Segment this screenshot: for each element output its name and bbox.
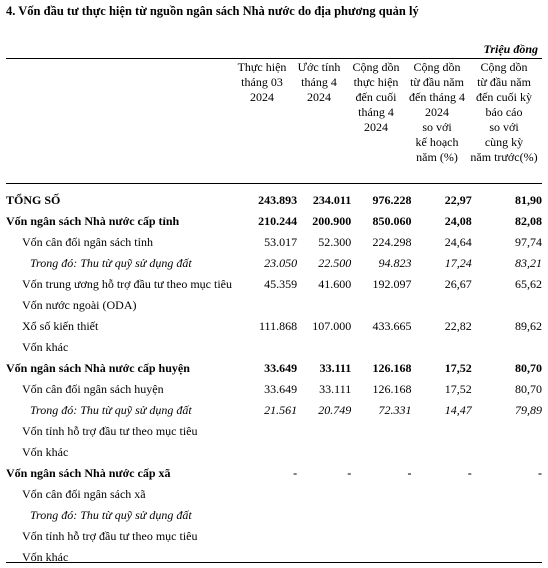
cell-value: [351, 484, 411, 505]
cell-value: 65,62: [515, 277, 542, 291]
table-bottom-rule: [6, 562, 542, 563]
cell-value: [472, 526, 542, 547]
cell-value: [297, 442, 351, 463]
table-row: [6, 190, 542, 211]
cell-value: [472, 337, 542, 358]
cell-value: [229, 337, 297, 358]
table-row: [6, 295, 542, 316]
table-title: 4. Vốn đầu tư thực hiện từ nguồn ngân sách Nhà nước do địa phương quản lý: [6, 4, 419, 18]
table-row: [6, 358, 542, 379]
row-label: Vốn ngân sách Nhà nước cấp xã: [6, 466, 171, 480]
cell-value: [411, 295, 471, 316]
cell-value: 53.017: [264, 235, 298, 249]
cell-value: [229, 442, 297, 463]
col-header-4: Cộng dồn từ đầu năm đến tháng 4 2024 so với kế hoạch năm (%): [409, 60, 465, 164]
cell-value: [411, 547, 471, 568]
col-header-1: Thực hiện tháng 03 2024: [237, 60, 287, 104]
cell-value: 192.097: [372, 277, 412, 291]
cell-value: 111.868: [258, 319, 298, 333]
cell-value: [351, 295, 411, 316]
cell-value: [472, 505, 542, 526]
cell-value: [472, 421, 542, 442]
cell-value: 80,70: [515, 361, 542, 375]
cell-value: 82,08: [515, 214, 542, 228]
table-row: [6, 526, 542, 547]
cell-value: 126.168: [372, 382, 412, 396]
cell-value: [297, 547, 351, 568]
cell-value: [229, 547, 297, 568]
cell-value: [297, 526, 351, 547]
cell-value: 33.649: [264, 382, 298, 396]
table-row: [6, 274, 542, 295]
cell-value: [411, 484, 471, 505]
cell-value: 81,90: [515, 193, 542, 207]
cell-value: [411, 526, 471, 547]
cell-value: -: [407, 466, 412, 480]
table-row: [6, 463, 542, 484]
cell-value: 976.228: [372, 193, 412, 207]
cell-value: [351, 442, 411, 463]
cell-value: 80,70: [515, 382, 542, 396]
cell-value: 33.111: [319, 361, 352, 375]
table-row: [6, 253, 542, 274]
cell-value: 17,24: [444, 256, 472, 270]
row-label: Vốn ngân sách Nhà nước cấp huyện: [6, 361, 190, 375]
row-label: Vốn cân đối ngân sách xã: [22, 487, 146, 501]
row-label: Vốn ngân sách Nhà nước cấp tỉnh: [6, 214, 180, 228]
cell-value: [229, 421, 297, 442]
cell-value: 14,47: [444, 403, 472, 417]
cell-value: 210.244: [258, 214, 298, 228]
table-row: [6, 337, 542, 358]
cell-value: [351, 337, 411, 358]
cell-value: [411, 337, 471, 358]
cell-value: 433.665: [372, 319, 412, 333]
header-top-rule: [6, 58, 542, 59]
row-label: Vốn trung ương hỗ trợ đầu tư theo mục tiêu: [22, 277, 232, 291]
cell-value: 33.111: [319, 382, 352, 396]
row-label: Vốn nước ngoài (ODA): [22, 298, 137, 312]
cell-value: [351, 421, 411, 442]
cell-value: 24,08: [444, 214, 472, 228]
cell-value: 52.300: [318, 235, 352, 249]
cell-value: 79,89: [515, 403, 542, 417]
cell-value: -: [538, 466, 542, 480]
cell-value: 94.823: [378, 256, 412, 270]
cell-value: [297, 295, 351, 316]
cell-value: [229, 505, 297, 526]
cell-value: 126.168: [372, 361, 412, 375]
unit-label: Triệu đồng: [483, 42, 538, 56]
cell-value: 41.600: [318, 277, 352, 291]
row-label: Vốn cân đối ngân sách tỉnh: [22, 235, 153, 249]
cell-value: 107.000: [312, 319, 352, 333]
cell-value: [297, 484, 351, 505]
table-row: [6, 400, 542, 421]
row-label: Trong đó: Thu từ quỹ sử dụng đất: [30, 508, 192, 522]
cell-value: 22,82: [444, 319, 472, 333]
row-label: Vốn khác: [22, 340, 69, 354]
cell-value: 24,64: [444, 235, 472, 249]
cell-value: 22,97: [444, 193, 472, 207]
cell-value: 17,52: [444, 361, 472, 375]
cell-value: [351, 547, 411, 568]
cell-value: -: [293, 466, 298, 480]
cell-value: 83,21: [515, 256, 542, 270]
cell-value: [229, 526, 297, 547]
table-row: [6, 505, 542, 526]
cell-value: [411, 505, 471, 526]
row-label: Trong đó: Thu từ quỹ sử dụng đất: [30, 403, 192, 417]
cell-value: 72.331: [378, 403, 412, 417]
cell-value: 97,74: [515, 235, 542, 249]
cell-value: -: [467, 466, 472, 480]
table-row: [6, 316, 542, 337]
cell-value: 243.893: [258, 193, 298, 207]
table-row: [6, 421, 542, 442]
cell-value: -: [347, 466, 352, 480]
cell-value: [472, 442, 542, 463]
cell-value: [351, 526, 411, 547]
header-bottom-rule: [6, 183, 542, 184]
cell-value: [411, 421, 471, 442]
cell-value: 850.060: [372, 214, 412, 228]
table-row: [6, 484, 542, 505]
row-label: Xổ số kiến thiết: [22, 319, 99, 333]
cell-value: [297, 505, 351, 526]
cell-value: 21.561: [264, 403, 298, 417]
cell-value: [229, 295, 297, 316]
cell-value: 224.298: [372, 235, 412, 249]
row-label: Vốn cân đối ngân sách huyện: [22, 382, 164, 396]
cell-value: 22.500: [318, 256, 352, 270]
cell-value: 23.050: [264, 256, 298, 270]
data-table: [6, 190, 542, 568]
cell-value: [472, 484, 542, 505]
cell-value: 33.649: [264, 361, 298, 375]
table-row: [6, 379, 542, 400]
table-row: [6, 211, 542, 232]
cell-value: [229, 484, 297, 505]
row-label: Vốn khác: [22, 445, 69, 459]
row-label: Vốn tỉnh hỗ trợ đầu tư theo mục tiêu: [22, 424, 198, 438]
row-label: Vốn tỉnh hỗ trợ đầu tư theo mục tiêu: [22, 529, 198, 543]
cell-value: [297, 337, 351, 358]
table-row: [6, 547, 542, 568]
cell-value: 20.749: [318, 403, 352, 417]
cell-value: [411, 442, 471, 463]
col-header-2: Ước tính tháng 4 2024: [297, 60, 341, 104]
cell-value: 45.359: [264, 277, 298, 291]
cell-value: [472, 295, 542, 316]
row-label: Vốn khác: [22, 550, 69, 564]
cell-value: [297, 421, 351, 442]
col-header-3: Cộng dồn thực hiện đến cuối tháng 4 2024: [352, 60, 400, 134]
col-header-5: Cộng dồn từ đầu năm đến cuối kỳ báo cáo so với cùng kỳ năm trước(%): [470, 60, 538, 164]
row-label: Trong đó: Thu từ quỹ sử dụng đất: [30, 256, 192, 270]
cell-value: 234.011: [312, 193, 352, 207]
cell-value: 200.900: [312, 214, 352, 228]
cell-value: [472, 547, 542, 568]
row-label: TỔNG SỐ: [6, 193, 61, 207]
cell-value: 89,62: [515, 319, 542, 333]
cell-value: 17,52: [444, 382, 472, 396]
table-row: [6, 442, 542, 463]
table-row: [6, 232, 542, 253]
cell-value: [351, 505, 411, 526]
cell-value: 26,67: [444, 277, 472, 291]
